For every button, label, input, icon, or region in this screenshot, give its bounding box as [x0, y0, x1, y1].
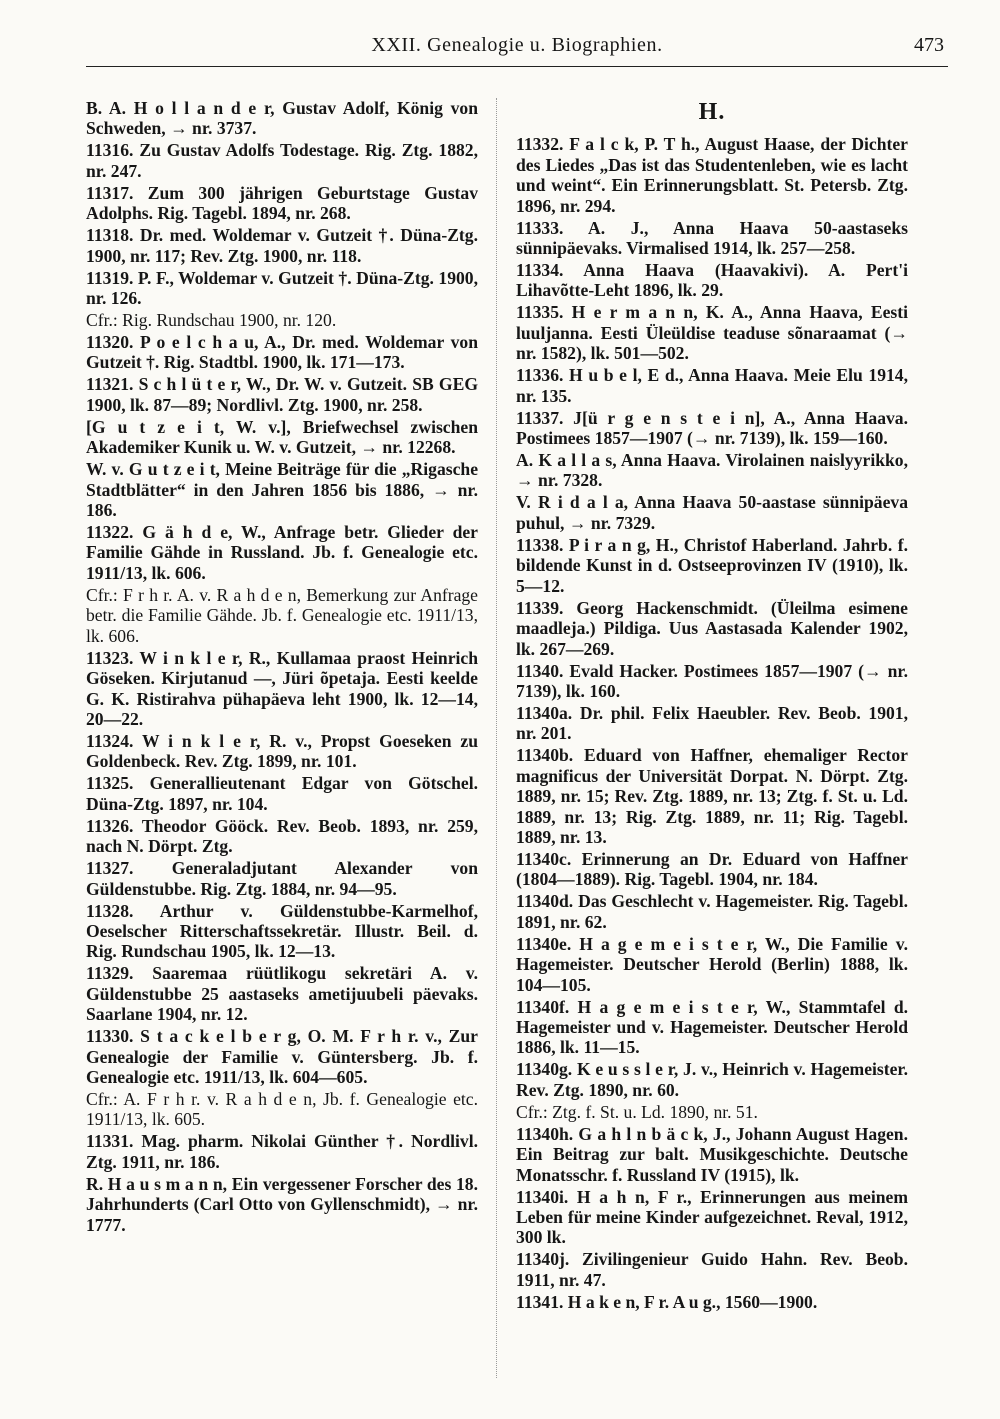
bibliography-entry: 11336. H u b e l, E d., Anna Haava. Meie Elu 1914, nr. 135.: [516, 365, 908, 406]
bibliography-entry: 11332. F a l c k, P. T h., August Haase, der Dichter des Liedes „Das ist das Studentenleben, wie es lacht und weint“. Ein Erinnerungsblatt. St. Petersb. Ztg. 1896, nr. 294.: [516, 134, 908, 216]
bibliography-entry: 11328. Arthur v. Güldenstubbe-Karmelhof, Oeselscher Ritterschaftssekretär. Illustr. Beil. d. Rig. Rundschau 1905, lk. 12—13.: [86, 900, 478, 962]
bibliography-entry: V. R i d a l a, Anna Haava 50-aastase sünnipäeva puhul, → nr. 7329.: [516, 492, 908, 533]
cross-reference: Cfr.: F r h r. A. v. R a h d e n, Bemerkung zur Anfrage betr. die Familie Gähde. Jb. f. Genealogie etc. 1911/13, lk. 606.: [86, 584, 478, 646]
bibliography-entry: 11330. S t a c k e l b e r g, O. M. F r h r. v., Zur Genealogie der Familie v. Güntersberg. Jb. f. Genealogie etc. 1911/13, lk. 604—605.: [86, 1026, 478, 1087]
bibliography-entry: 11341. H a k e n, F r. A u g., 1560—1900.: [516, 1291, 818, 1312]
bibliography-entry: 11334. Anna Haava (Haavakivi). A. Pert'i Lihavõtte-Leht 1896, lk. 29.: [516, 260, 908, 301]
bibliography-entry: 11329. Saaremaa rüütlikogu sekretäri A. v. Güldenstubbe 25 aastaseks ametijuubeli päevaks. Saarlane 1904, nr. 12.: [86, 963, 478, 1025]
cross-reference: Cfr.: Ztg. f. St. u. Ld. 1890, nr. 51.: [516, 1101, 758, 1122]
page-number: 473: [914, 34, 944, 56]
bibliography-entry: 11340c. Erinnerung an Dr. Eduard von Haffner (1804—1889). Rig. Tagebl. 1904, nr. 184.: [516, 848, 908, 890]
bibliography-entry: 11323. W i n k l e r, R., Kullamaa praost Heinrich Göseken. Kirjutanud —, Jüri õpetaja. Eesti keelde G. K. Ristirahva pühapäeva leht 1900, lk. 12—14, 20—22.: [86, 647, 478, 729]
bibliography-entry: 11335. H e r m a n n, K. A., Anna Haava, Eesti luuljanna. Eesti Üleüldise teaduse sõnaraamat (→ nr. 1582), lk. 501—502.: [516, 302, 908, 364]
bibliography-entry: 11322. G ä h d e, W., Anfrage betr. Glieder der Familie Gähde in Russland. Jb. f. Genealogie etc. 1911/13, lk. 606.: [86, 522, 478, 583]
header-title: XXII. Genealogie u. Biographien.: [371, 34, 663, 56]
bibliography-entry: 11316. Zu Gustav Adolfs Todestage. Rig. Ztg. 1882, nr. 247.: [86, 140, 478, 181]
bibliography-entry: W. v. G u t z e i t, Meine Beiträge für die „Rigasche Stadtblätter“ in den Jahren 1856 bis 1886, → nr. 186.: [86, 459, 478, 521]
bibliography-entry: 11320. P o e l c h a u, A., Dr. med. Woldemar von Gutzeit †. Rig. Stadtbl. 1900, lk. 171—173.: [86, 332, 478, 373]
bibliography-entry: R. H a u s m a n n, Ein vergessener Forscher des 18. Jahrhunderts (Carl Otto von Gyllenschmidt), → nr. 1777.: [86, 1173, 478, 1235]
cross-reference: Cfr.: A. F r h r. v. R a h d e n, Jb. f. Genealogie etc. 1911/13, lk. 605.: [86, 1088, 478, 1130]
bibliography-entry: 11340. Evald Hacker. Postimees 1857—1907 (→ nr. 7139), lk. 160.: [516, 660, 908, 701]
bibliography-entry: 11340h. G a h l n b ä c k, J., Johann August Hagen. Ein Beitrag zur balt. Musikgeschichte. Deutsche Monatsschr. f. Russland IV (1915), lk.: [516, 1123, 908, 1185]
bibliography-entry: 11331. Mag. pharm. Nikolai Günther †. Nordlivl. Ztg. 1911, nr. 186.: [86, 1131, 478, 1172]
bibliography-entry: 11333. A. J., Anna Haava 50-aastaseks sünnipäevaks. Virmalised 1914, lk. 257—258.: [516, 217, 908, 259]
bibliography-entry: 11340e. H a g e m e i s t e r, W., Die Familie v. Hagemeister. Deutscher Herold (Berlin) 1888, lk. 104—105.: [516, 933, 908, 995]
bibliography-entry: A. K a l l a s, Anna Haava. Virolainen naislyyrikko, → nr. 7328.: [516, 450, 908, 491]
bibliography-entry: 11327. Generaladjutant Alexander von Güldenstubbe. Rig. Ztg. 1884, nr. 94—95.: [86, 858, 478, 899]
bibliography-entry: 11340a. Dr. phil. Felix Haeubler. Rev. Beob. 1901, nr. 201.: [516, 702, 908, 744]
bibliography-entry: 11338. P i r a n g, H., Christof Haberland. Jahrb. f. bildende Kunst in d. Ostseeprovinzen IV (1910), lk. 5—12.: [516, 534, 908, 596]
bibliography-entry: 11339. Georg Hackenschmidt. (Üleilma esimene maadleja.) Pildiga. Uus Aastasada Kalender 1902, lk. 267—269.: [516, 597, 908, 659]
bibliography-entry: 11340i. H a h n, F r., Erinnerungen aus meinem Leben für meine Kinder aufgezeichnet. Reval, 1912, 300 lk.: [516, 1186, 908, 1248]
bibliography-entry: 11318. Dr. med. Woldemar v. Gutzeit †. Düna-Ztg. 1900, nr. 117; Rev. Ztg. 1900, nr. 118.: [86, 225, 478, 266]
bibliography-entry: [G u t z e i t, W. v.], Briefwechsel zwischen Akademiker Kunik u. W. v. Gutzeit, → nr. 12268.: [86, 416, 478, 458]
column-divider: [496, 98, 497, 1378]
bibliography-entry: 11337. J[ü r g e n s t e i n], A., Anna Haava. Postimees 1857—1907 (→ nr. 7139), lk. 159—160.: [516, 407, 908, 449]
bibliography-entry: B. A. H o l l a n d e r, Gustav Adolf, König von Schweden, → nr. 3737.: [86, 98, 478, 139]
bibliography-entry: 11324. W i n k l e r, R. v., Propst Goeseken zu Goldenbeck. Rev. Ztg. 1899, nr. 101.: [86, 730, 478, 772]
section-heading: H.: [698, 99, 726, 125]
cross-reference: Cfr.: Rig. Rundschau 1900, nr. 120.: [86, 310, 337, 331]
bibliography-entry: 11340f. H a g e m e i s t e r, W., Stammtafel d. Hagemeister und v. Hagemeister. Deutscher Herold 1886, lk. 11—15.: [516, 996, 908, 1058]
bibliography-entry: 11340b. Eduard von Haffner, ehemaliger Rector magnificus der Universität Dorpat. N. Dörpt. Ztg. 1889, nr. 15; Rev. Ztg. 1889, nr. 13; Ztg. f. St. u. Ld. 1889, nr. 13; Rig. Ztg. 1889, nr. 11; Rig. Tagebl. 1889, nr. 13.: [516, 745, 908, 847]
bibliography-entry: 11321. S c h l ü t e r, W., Dr. W. v. Gutzeit. SB GEG 1900, lk. 87—89; Nordlivl. Ztg. 1900, nr. 258.: [86, 374, 478, 415]
bibliography-entry: 11340g. K e u s s l e r, J. v., Heinrich v. Hagemeister. Rev. Ztg. 1890, nr. 60.: [516, 1059, 908, 1100]
bibliography-entry: 11340j. Zivilingenieur Guido Hahn. Rev. Beob. 1911, nr. 47.: [516, 1249, 908, 1290]
right-column: [516, 98, 908, 1314]
bibliography-entry: 11325. Generallieutenant Edgar von Götschel. Düna-Ztg. 1897, nr. 104.: [86, 773, 478, 814]
bibliography-entry: 11340d. Das Geschlecht v. Hagemeister. Rig. Tagebl. 1891, nr. 62.: [516, 891, 908, 932]
bibliography-entry: 11326. Theodor Gööck. Rev. Beob. 1893, nr. 259, nach N. Dörpt. Ztg.: [86, 815, 478, 857]
right-entries: [516, 134, 908, 1312]
bibliography-entry: 11319. P. F., Woldemar v. Gutzeit †. Düna-Ztg. 1900, nr. 126.: [86, 267, 478, 309]
running-header: [86, 26, 948, 67]
bibliography-entry: 11317. Zum 300 jährigen Geburtstage Gustav Adolphs. Rig. Tagebl. 1894, nr. 268.: [86, 182, 478, 224]
left-column: [86, 98, 478, 1237]
